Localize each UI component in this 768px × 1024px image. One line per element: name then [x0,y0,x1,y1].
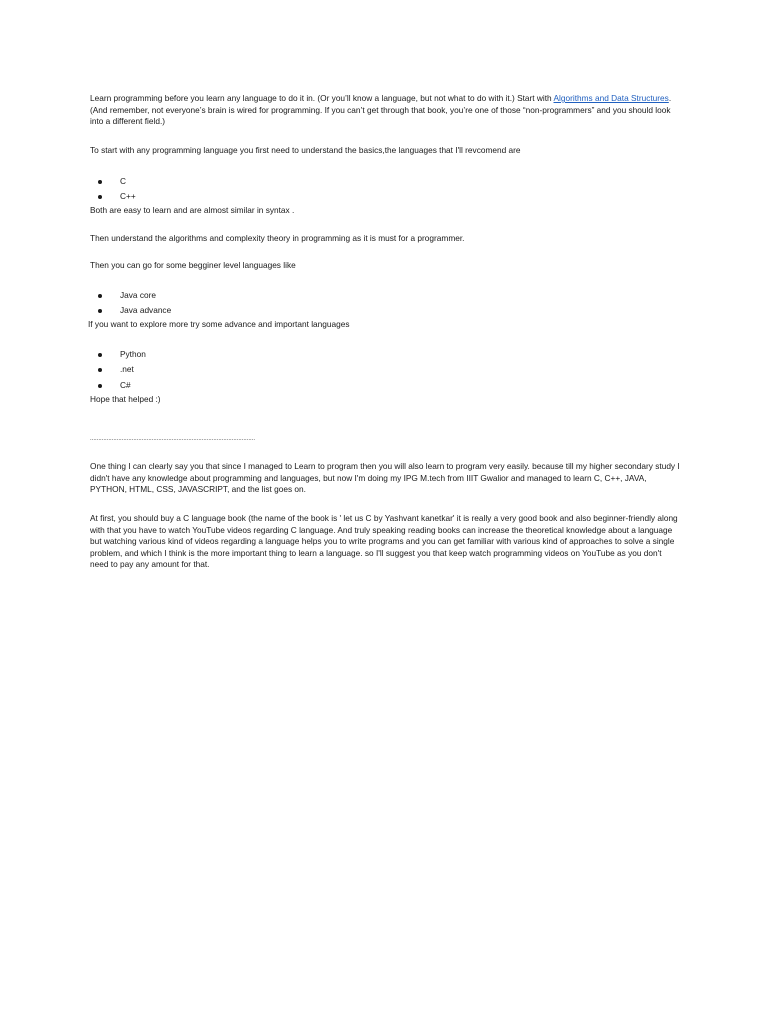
bullet-dot [98,309,102,313]
list3-item-csharp: C# [120,380,131,390]
list1-note: Both are easy to learn and are almost similar in syntax . [90,205,295,215]
intro-text-after-link: . (And remember, not everyone’s brain is wired for programming. If you can’t get through that book, you’re one of those “non-programmers” and you should look into a different field.) [90,93,672,126]
bullet-dot [98,195,102,199]
bullet-dot [98,368,102,372]
algorithms-note: Then understand the algorithms and complexity theory in programming as it is must for a programmer. [90,233,465,243]
bullet-dot [98,353,102,357]
intro-text-before-link: Learn programming before you learn any language to do it in. (Or you’ll know a language, but not what to do with it.) Start with [90,93,554,103]
bullet-dot [98,180,102,184]
list2-item-java-advance: Java advance [120,305,172,315]
separator-line: ................................................................................................... [90,436,256,442]
list1-item-cpp: C++ [120,191,136,201]
advanced-intro-text: If you want to explore more try some advance and important languages [88,319,350,329]
algorithms-link[interactable]: Algorithms and Data Structures [553,93,669,103]
answer2-paragraph-1: One thing I can clearly say you that since I managed to Learn to program then you will also learn to program very easily. because till my higher secondary study I didn't have any knowledge about programming and languages, but now I'm doing my IPG M.tech from IIIT Gwalior and managed to learn C, C++, JAVA, PYTHON, HTML, CSS, JAVASCRIPT, and the list goes on. [90,461,680,494]
intro-paragraph [90,93,680,128]
bullet-dot [98,384,102,388]
list2-item-java-core: Java core [120,290,156,300]
list3-item-net: .net [120,364,134,374]
answer2-paragraph-2: At first, you should buy a C language book (the name of the book is ' let us C by Yashvant kanetkar' it is really a very good book and also beginner-friendly along with that you have to watch YouTube videos regarding C language. And truly speaking reading books can increase the theoretical knowledge about a language but watching various kind of videos regarding a language helps you to write programs and you can get familiar with various kind of approaches to solve a single problem, and which I think is the more important thing to learn a language. so I'll suggest you that keep watch programming videos on YouTube as you don't need to pay any amount for that. [90,513,678,569]
bullet-dot [98,294,102,298]
closing-text: Hope that helped :) [90,394,161,404]
list3-item-python: Python [120,349,146,359]
list1-item-c: C [120,176,126,186]
beginner-intro-text: Then you can go for some begginer level languages like [90,260,296,270]
basics-intro-text: To start with any programming language you first need to understand the basics,the languages that I'll revcomend are [90,145,521,155]
